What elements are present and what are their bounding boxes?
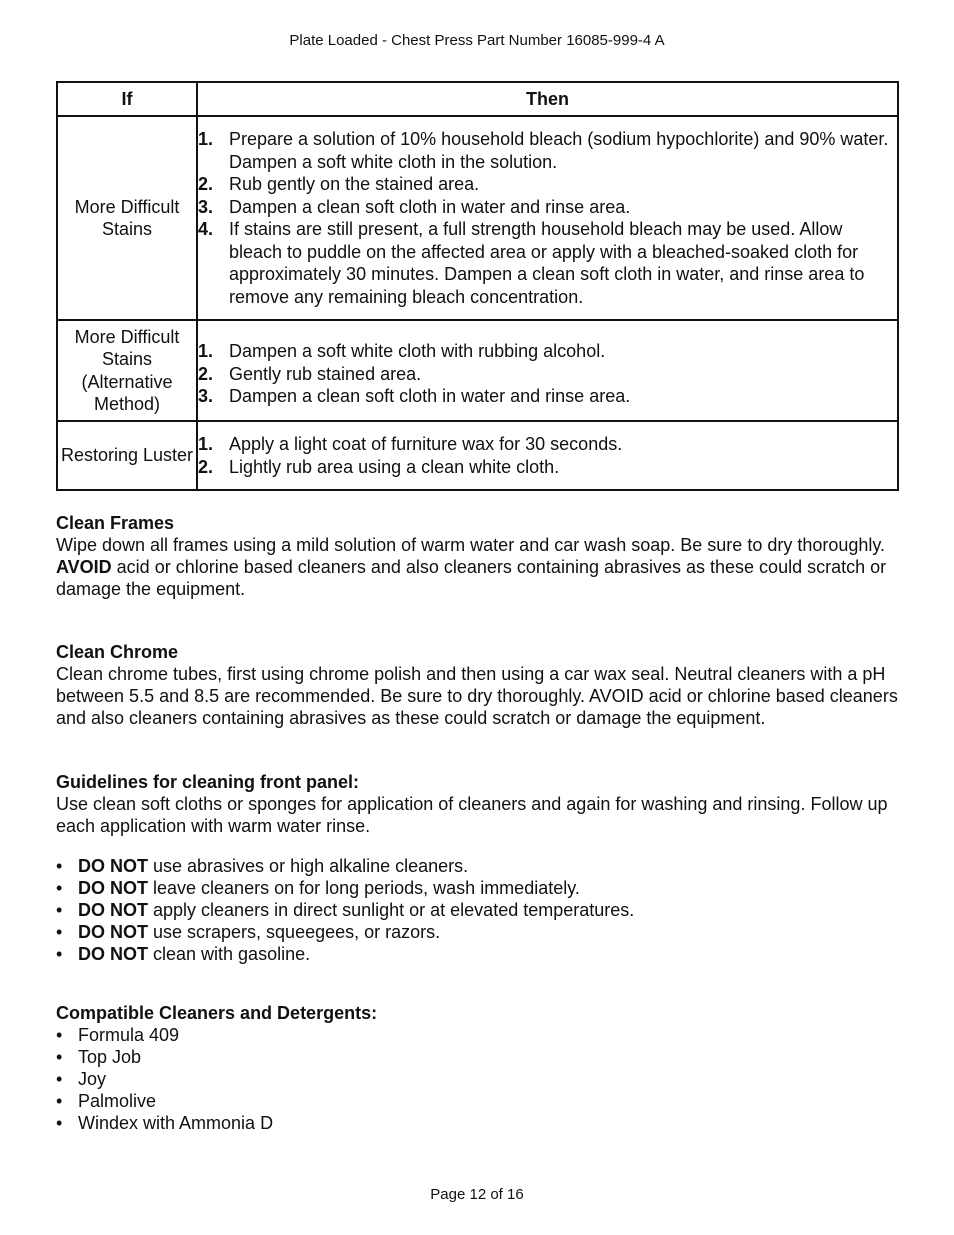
do-not-label: DO NOT — [78, 878, 148, 898]
bullet: • — [56, 900, 63, 920]
list-item — [56, 1024, 906, 1046]
table-header-row — [57, 82, 898, 116]
cleaners-list — [56, 1024, 906, 1134]
step-text: Prepare a solution of 10% household bleach (sodium hypochlorite) and 90% water. Dampen a soft white cloth in the solution. — [229, 129, 889, 172]
bullet: • — [56, 878, 63, 898]
step-number: 3. — [198, 386, 214, 407]
item-text: apply cleaners in direct sunlight or at elevated temperatures. — [148, 900, 635, 920]
step-text: Apply a light coat of furniture wax for 30 seconds. — [229, 434, 623, 454]
warning-list — [56, 855, 906, 965]
page-footer: Page 12 of 16 — [430, 1186, 524, 1203]
column-header-then: Then — [197, 82, 898, 116]
item-text: Joy — [78, 1069, 107, 1089]
list-item — [56, 921, 906, 943]
step-text: Dampen a clean soft cloth in water and rinse area. — [229, 196, 631, 217]
step-number: 3. — [198, 196, 214, 217]
list-item — [56, 1090, 906, 1112]
step-item — [198, 385, 897, 408]
bullet: • — [56, 1025, 63, 1045]
steps-list — [198, 340, 897, 408]
body-text: acid or chlorine based cleaners and also cleaners containing abrasives as these could scratch or damage the equipment. — [56, 557, 887, 599]
item-text: Formula 409 — [78, 1025, 180, 1045]
page-header: Plate Loaded - Chest Press Part Number 16085-999-4 A — [289, 32, 665, 49]
step-text: Dampen a clean soft cloth in water and rinse area. — [229, 386, 631, 407]
step-item — [198, 433, 897, 456]
clean-chrome-section — [56, 641, 906, 729]
do-not-label: DO NOT — [78, 944, 148, 964]
item-text: clean with gasoline. — [148, 944, 311, 964]
section-heading: Clean Chrome — [56, 642, 179, 662]
list-item — [56, 1112, 906, 1134]
step-item — [198, 218, 897, 308]
do-not-label: DO NOT — [78, 900, 148, 920]
section-heading: Compatible Cleaners and Detergents: — [56, 1003, 378, 1023]
body-text: Wipe down all frames using a mild solution of warm water and car wash soap. Be sure to dry thoroughly. — [56, 535, 886, 555]
table-row — [57, 421, 898, 490]
condition-cell: More Difficult Stains — [57, 116, 197, 320]
if-then-table — [56, 81, 899, 491]
section-body — [56, 534, 906, 600]
avoid-label: AVOID — [56, 557, 112, 577]
step-item — [198, 456, 897, 479]
list-item — [56, 943, 906, 965]
step-text: If stains are still present, a full strength household bleach may be used. Allow bleach to puddle on the affected area or apply with a bleached-soaked cloth for approximately 30 minutes. Dampen a clean soft cloth in water, and rinse area to remove any remaining bleach concentration. — [229, 219, 865, 307]
step-text: Rub gently on the stained area. — [229, 174, 480, 194]
item-text: Windex with Ammonia D — [78, 1113, 274, 1133]
section-body: Use clean soft cloths or sponges for application of cleaners and again for washing and rinsing. Follow up each application with warm water rinse. — [56, 794, 888, 836]
step-number: 1. — [198, 341, 214, 362]
step-item — [198, 196, 897, 219]
bullet: • — [56, 1113, 63, 1133]
do-not-label: DO NOT — [78, 922, 148, 942]
list-item — [56, 855, 906, 877]
step-text: Gently rub stained area. — [229, 363, 422, 384]
bullet: • — [56, 1069, 63, 1089]
step-text: Dampen a soft white cloth with rubbing alcohol. — [229, 341, 606, 362]
bullet: • — [56, 922, 63, 942]
step-text: Lightly rub area using a clean white cloth. — [229, 456, 560, 477]
steps-cell — [197, 116, 898, 320]
bullet: • — [56, 856, 63, 876]
bullet: • — [56, 1091, 63, 1111]
condition-cell: More Difficult Stains (Alternative Method) — [57, 320, 197, 421]
step-number: 1. — [198, 434, 214, 454]
bullet: • — [56, 944, 63, 964]
step-number: 4. — [198, 219, 214, 239]
step-item — [198, 173, 897, 196]
item-text: use abrasives or high alkaline cleaners. — [148, 856, 469, 876]
section-heading: Clean Frames — [56, 513, 175, 533]
step-number: 2. — [198, 363, 214, 384]
bullet: • — [56, 1047, 63, 1067]
section-heading: Guidelines for cleaning front panel: — [56, 772, 360, 792]
item-text: use scrapers, squeegees, or razors. — [148, 922, 441, 942]
list-item — [56, 1046, 906, 1068]
steps-cell — [197, 320, 898, 421]
item-text: Palmolive — [78, 1091, 157, 1111]
condition-cell: Restoring Luster — [57, 421, 197, 490]
steps-list — [198, 433, 897, 478]
column-header-if: If — [57, 82, 197, 116]
list-item — [56, 1068, 906, 1090]
front-panel-section — [56, 771, 906, 965]
list-item — [56, 899, 906, 921]
step-number: 2. — [198, 174, 214, 194]
list-item — [56, 877, 906, 899]
item-text: Top Job — [78, 1047, 142, 1067]
table-row — [57, 116, 898, 320]
steps-cell — [197, 421, 898, 490]
step-item — [198, 340, 897, 363]
step-item — [198, 363, 897, 386]
compatible-cleaners-section — [56, 1002, 906, 1134]
item-text: leave cleaners on for long periods, wash immediately. — [148, 878, 580, 898]
step-number: 2. — [198, 456, 214, 477]
steps-list — [198, 128, 897, 308]
section-body: Clean chrome tubes, first using chrome polish and then using a car wax seal. Neutral cleaners with a pH between 5.5 and 8.5 are recommended. Be sure to dry thoroughly. AVOID acid or chlorine based cleaners and also cleaners containing abrasives as these could scratch or damage the equipment. — [56, 664, 898, 728]
clean-frames-section — [56, 512, 906, 600]
step-item — [198, 128, 897, 173]
step-number: 1. — [198, 129, 214, 149]
table-row — [57, 320, 898, 421]
do-not-label: DO NOT — [78, 856, 148, 876]
